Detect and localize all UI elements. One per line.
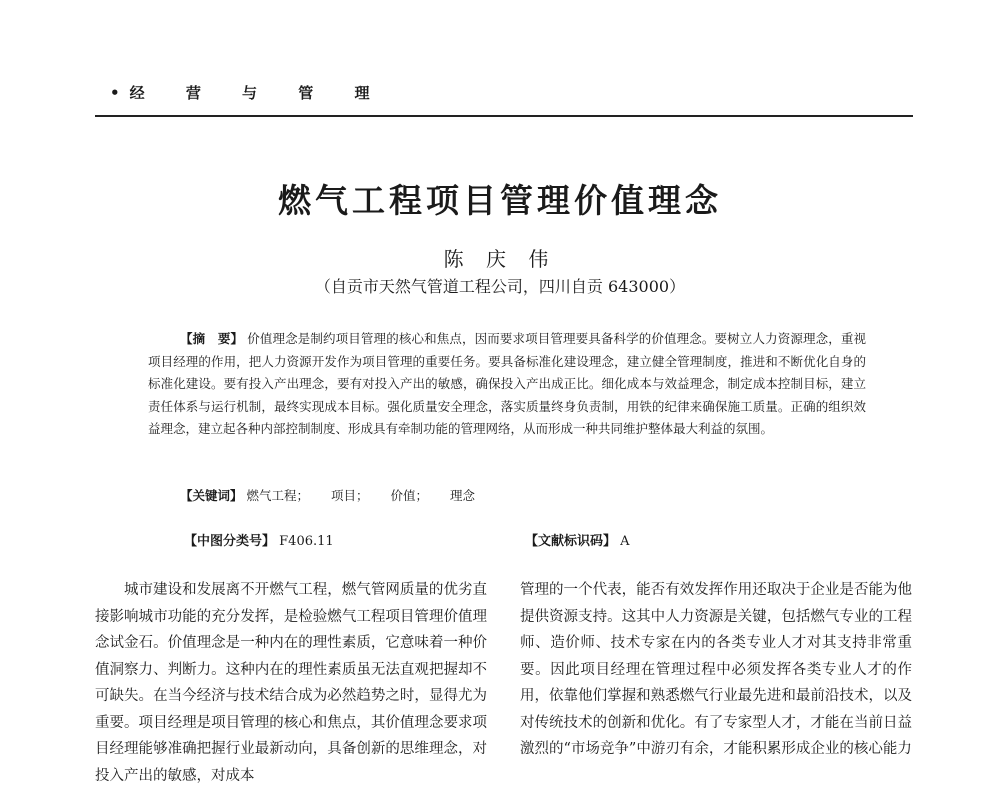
- article-title: 燃气工程项目管理价值理念: [278, 181, 722, 220]
- author-name: 陈 庆 伟: [443, 247, 557, 271]
- bullet-icon: •: [110, 84, 120, 102]
- section-header: [110, 82, 387, 103]
- abstract-text: 价值理念是制约项目管理的核心和焦点，因而要求项目管理要具备科学的价值理念。要树立人力资源理念，重视项目经理的作用，把人力资源开发作为项目管理的重要任务。要具备标准化建设理念，建立健全管理制度，推进和不断优化自身的标准化建设。要有投入产出理念，要有对投入产出的敏感，确保投入产出成正比。细化成本与效益理念，制定成本控制目标，建立责任体系与运行机制，最终实现成本目标。强化质量安全理念，落实质量终身负责制，用铁的纪律来确保施工质量。正确的组织效益理念，建立起各种内部控制制度、形成具有牵制功能的管理网络，从而形成一种共同维护整体最大利益的氛围。: [148, 331, 866, 436]
- header-rule: [95, 115, 913, 117]
- keyword: 项目；: [331, 488, 369, 503]
- classification: [184, 530, 334, 549]
- classification-value: F406.11: [279, 534, 334, 549]
- abstract-label: 【摘 要】: [180, 331, 244, 346]
- body-column-left: 城市建设和发展离不开燃气工程，燃气管网质量的优劣直接影响城市功能的充分发挥，是检验燃气工程项目管理价值理念试金石。价值理念是一种内在的理性素质，它意味着一种价值洞察力、判断力。这种内在的理性素质虽无法直观把握却不可缺失。在当今经济与技术结合成为必然趋势之时，显得尤为重要。项目经理是项目管理的核心和焦点，其价值理念要求项目经理能够准确把握行业最新动向，具备创新的思维理念，对投入产出的敏感，对成本: [95, 582, 487, 784]
- keyword: 理念: [450, 488, 476, 503]
- keywords: [180, 486, 493, 504]
- document-code-value: A: [620, 534, 630, 549]
- abstract: [148, 328, 866, 441]
- author-affiliation: （自贡市天然气管道工程公司，四川自贡 643000）: [314, 277, 686, 296]
- keyword: 燃气工程；: [246, 488, 310, 503]
- keywords-label: 【关键词】: [180, 488, 243, 503]
- keyword: 价值；: [390, 488, 429, 503]
- body-column-right: 管理的一个代表，能否有效发挥作用还取决于企业是否能为他提供资源支持。这其中人力资源是关键，包括燃气专业的工程师、造价师、技术专家在内的各类专业人才对其支持非常重要。因此项目经理在管理过程中必须发挥各类专业人才的作用，依靠他们掌握和熟悉燃气行业最先进和最前沿技术，以及对传统技术的创新和优化。有了专家型人才，才能在当前日益激烈的“市场竞争”中游刃有余，才能积累形成企业的核心能力: [520, 582, 912, 757]
- section-label: 经 营 与 管 理: [129, 84, 388, 102]
- document-code-label: 【文献标识码】: [525, 534, 617, 549]
- document-code: [525, 530, 630, 549]
- classification-label: 【中图分类号】: [184, 534, 276, 549]
